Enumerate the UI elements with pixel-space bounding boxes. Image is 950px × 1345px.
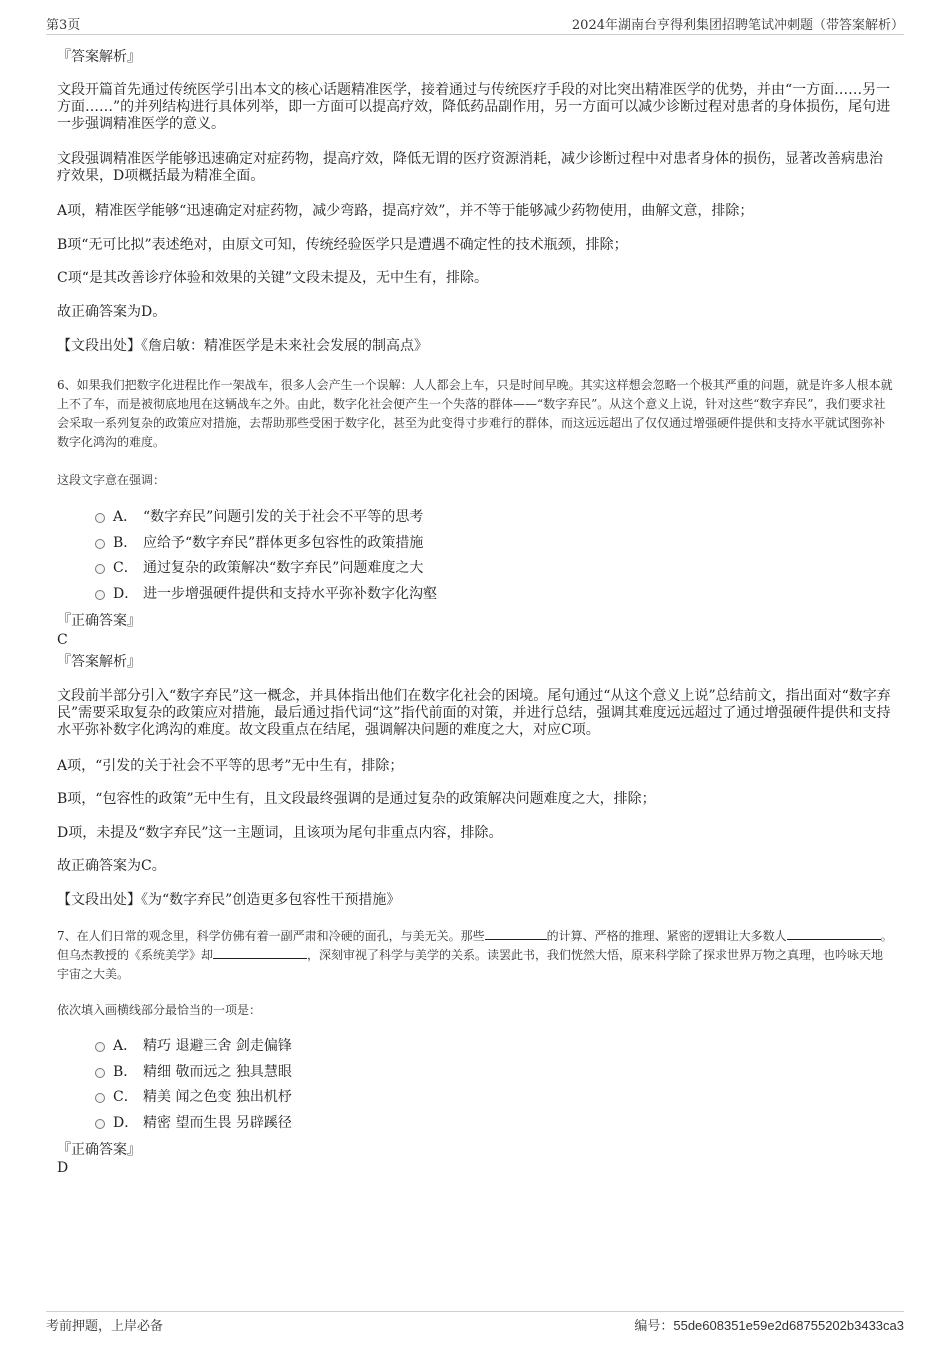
q5-conclusion: 故正确答案为D。 (57, 304, 167, 320)
q7-ask: 依次填入画横线部分最恰当的一项是： (57, 1003, 262, 1017)
document-title: 2024年湖南台亨得利集团招聘笔试冲刺题（带答案解析） (571, 18, 904, 33)
option-text: 进一步增强硬件提供和支持水平弥补数字化沟壑 (143, 586, 437, 602)
q6-answer-heading: 『正确答案』 (57, 613, 141, 629)
q6-option-a-analysis: A项，“引发的关于社会不平等的思考”无中生有，排除； (57, 758, 404, 774)
radio-icon[interactable] (95, 539, 105, 549)
q6-ask: 这段文字意在强调： (57, 473, 166, 487)
radio-icon[interactable] (95, 1068, 105, 1078)
page-footer (46, 1311, 904, 1332)
page-number: 第3页 (46, 18, 81, 33)
q7-option-b[interactable] (95, 1061, 292, 1081)
option-text: “数字弃民”问题引发的关于社会不平等的思考 (143, 509, 424, 525)
option-letter: D． (113, 586, 139, 602)
q6-option-d-analysis: D项，未提及“数字弃民”这一主题词，且该项为尾句非重点内容，排除。 (57, 825, 503, 841)
q6-source: 【文段出处】《为“数字弃民”创造更多包容性干预措施》 (57, 892, 401, 908)
page-header (46, 14, 904, 35)
q6-analysis-heading: 『答案解析』 (57, 654, 141, 670)
option-letter: C． (113, 1089, 138, 1105)
q7-stem-part-4: ，深刻审视了科学与美学的关系。读罢此书，我们恍然大悟，原来科学除了探求世界万物之真理，也吟咏天地宇宙之大美。 (57, 948, 884, 981)
radio-icon[interactable] (95, 1042, 105, 1052)
option-letter: B． (113, 1064, 138, 1080)
q7-option-c[interactable] (95, 1086, 292, 1106)
q7-stem-part-3: 。但乌杰教授的《系统美学》却 (57, 929, 893, 962)
q5-option-c-analysis: C项“是其改善诊疗体验和效果的关键”文段未提及，无中生有，排除。 (57, 270, 489, 286)
option-text: 精细 敬而远之 独具慧眼 (143, 1064, 292, 1080)
q7-option-a[interactable] (95, 1035, 292, 1055)
q6-conclusion: 故正确答案为C。 (57, 858, 166, 874)
footer-slogan: 考前押题，上岸必备 (46, 1319, 164, 1334)
q7-stem-part-2: 的计算、严格的推理、紧密的逻辑让大多数人 (546, 929, 787, 943)
option-letter: A． (113, 509, 138, 525)
q7-stem (57, 927, 895, 984)
q7-option-d[interactable] (95, 1112, 292, 1132)
fill-blank-3 (213, 946, 307, 959)
q7-answer: D (57, 1160, 69, 1176)
fill-blank-2 (787, 927, 881, 940)
radio-icon[interactable] (95, 564, 105, 574)
q6-analysis-paragraph: 文段前半部分引入“数字弃民”这一概念，并具体指出他们在数字化社会的困境。尾句通过“从这个意义上说”总结前文，指出面对“数字弃民”需要采取复杂的政策应对措施，最后通过指代词“这”指代前面的对策，并进行总结，强调其难度远远超过了通过增强硬件提供和支持水平弥补数字化鸿沟的难度。故文段重点在结尾，强调解决问题的难度之大，对应C项。 (57, 688, 891, 738)
q7-answer-heading: 『正确答案』 (57, 1142, 141, 1158)
fill-blank-1 (485, 927, 547, 940)
q6-option-d[interactable] (95, 583, 437, 603)
radio-icon[interactable] (95, 513, 105, 523)
option-text: 精密 望而生畏 另辟蹊径 (143, 1115, 292, 1131)
q5-option-b-analysis: B项“无可比拟”表述绝对，由原文可知，传统经验医学只是遭遇不确定性的技术瓶颈，排除； (57, 237, 628, 253)
q5-analysis-heading: 『答案解析』 (57, 49, 141, 65)
option-letter: D． (113, 1115, 139, 1131)
document-code-value: 55de608351e59e2d68755202b3433ca3 (673, 1318, 904, 1333)
radio-icon[interactable] (95, 1119, 105, 1129)
option-text: 应给予“数字弃民”群体更多包容性的政策措施 (143, 535, 424, 551)
q5-source: 【文段出处】《詹启敏：精准医学是未来社会发展的制高点》 (57, 338, 428, 354)
radio-icon[interactable] (95, 590, 105, 600)
q6-option-b[interactable] (95, 532, 423, 552)
document-code-label: 编号： (634, 1319, 674, 1334)
q5-option-a-analysis: A项，精准医学能够“迅速确定对症药物，减少弯路，提高疗效”，并不等于能够减少药物使用，曲解文意，排除； (57, 203, 754, 219)
q7-stem-part-1: 7、在人们日常的观念里，科学仿佛有着一副严肃和冷硬的面孔，与美无关。那些 (57, 929, 485, 943)
q5-analysis-paragraph-1: 文段开篇首先通过传统医学引出本文的核心话题精准医学，接着通过与传统医疗手段的对比突出精准医学的优势，并由“一方面……另一方面……”的并列结构进行具体列举，即一方面可以提高疗效，降低药品副作用，另一方面可以减少诊断过程对患者的身体损伤，尾句进一步强调精准医学的意义。 (57, 82, 891, 132)
q6-option-a[interactable] (95, 506, 423, 526)
q6-stem: 6、如果我们把数字化进程比作一架战车，很多人会产生一个误解：人人都会上车，只是时间早晚。其实这样想会忽略一个极其严重的问题，就是许多人根本就上不了车，而是被彻底地甩在这辆战车之外。由此，数字化社会便产生一个失落的群体——“数字弃民”。从这个意义上说，针对这些“数字弃民”，我们要求社会采取一系列复杂的政策应对措施，去帮助那些受困于数字化，甚至为此变得寸步难行的群体，而这远远超出了仅仅通过增强硬件提供和支持水平就试图弥补数字化鸿沟的难度。 (57, 378, 893, 449)
q6-option-b-analysis: B项，“包容性的政策”无中生有，且文段最终强调的是通过复杂的政策解决问题难度之大，排除； (57, 791, 656, 807)
q5-analysis-paragraph-2: 文段强调精准医学能够迅速确定对症药物，提高疗效，降低无谓的医疗资源消耗，减少诊断过程中对患者身体的损伤，显著改善病患治疗效果，D项概括最为精准全面。 (57, 151, 883, 184)
option-text: 通过复杂的政策解决“数字弃民”问题难度之大 (143, 560, 424, 576)
radio-icon[interactable] (95, 1093, 105, 1103)
option-letter: B． (113, 535, 138, 551)
q6-answer: C (57, 632, 68, 648)
option-text: 精美 闻之色变 独出机杼 (143, 1089, 292, 1105)
q6-option-c[interactable] (95, 557, 423, 577)
option-letter: C． (113, 560, 138, 576)
option-letter: A． (113, 1038, 138, 1054)
document-code (634, 1315, 904, 1334)
option-text: 精巧 退避三舍 剑走偏锋 (143, 1038, 292, 1054)
